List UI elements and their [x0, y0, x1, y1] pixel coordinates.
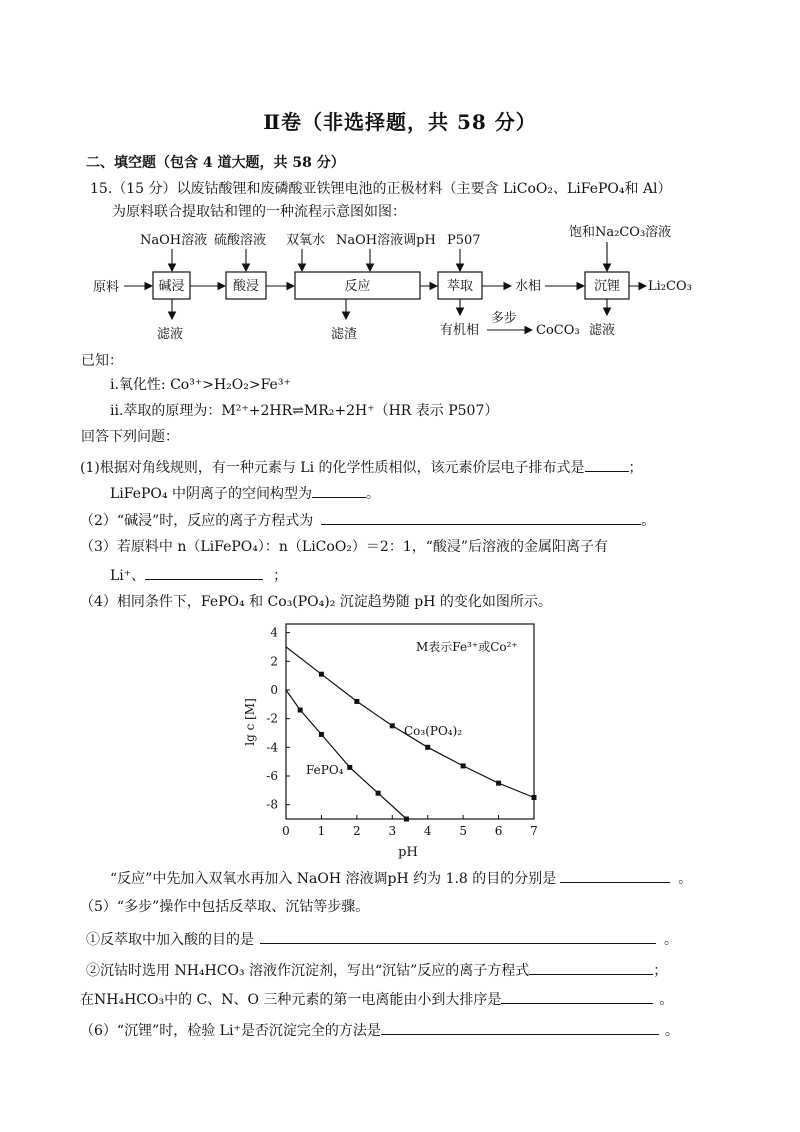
question-4b-text: “反应”中先加入双氧水再加入 NaOH 溶液调pH 约为 1.8 的目的分别是 [110, 871, 557, 887]
question-4b [110, 868, 692, 888]
series-label-co3po42: Co₃(PO₄)₂ [404, 724, 463, 738]
question-3a: （3）若原料中 n（LiFePO₄）：n（LiCoO₂）＝2：1，“酸浸”后溶液的金属阳离子有 [80, 539, 609, 555]
water-phase-label: 水相 [515, 279, 542, 294]
y-tick-label: -8 [266, 797, 278, 812]
answer-blank-5b[interactable] [529, 960, 653, 975]
x-tick-label: 0 [282, 824, 290, 838]
raw-material-label: 原料 [93, 280, 120, 295]
question-5c-end: 。 [659, 992, 674, 1008]
data-point [532, 795, 537, 800]
answer-blank-5a[interactable] [260, 929, 656, 944]
question-4b-end: 。 [678, 871, 693, 887]
y-tick-label: 2 [270, 654, 278, 669]
data-point [390, 723, 395, 728]
data-point [354, 699, 359, 704]
answer-blank-4[interactable] [560, 868, 670, 883]
answer-blank-6[interactable] [381, 1020, 659, 1035]
x-tick-label: 3 [388, 824, 397, 838]
reagent-sulfuric-acid: 硫酸溶液 [214, 233, 267, 248]
question-2-text: （2）“碱浸”时，反应的离子方程式为 [80, 513, 314, 529]
output-filtrate-2: 滤液 [589, 323, 616, 338]
question-1b-end: 。 [365, 486, 380, 502]
question-2-end: 。 [641, 513, 656, 529]
output-organic-phase: 有机相 [440, 323, 480, 338]
answer-blank-1a[interactable] [585, 457, 629, 472]
known-extraction-principle: ii.萃取的原理为：M²⁺+2HR⇌MR₂+2H⁺（HR 表示 P507） [110, 403, 499, 419]
x-tick-label: 5 [459, 824, 467, 838]
answer-blank-1b[interactable] [312, 483, 366, 498]
question-5a-end: 。 [664, 932, 678, 948]
chart-ylabel: lg c [M] [243, 698, 257, 746]
data-point [461, 763, 466, 768]
x-tick-label: 4 [423, 824, 432, 838]
question-6-end: 。 [664, 1023, 679, 1039]
q15-intro-line1: 15.（15 分）以废钴酸锂和废磷酸亚铁锂电池的正极材料（主要含 LiCoO₂、LiFePO₄和 Al） [90, 181, 672, 197]
y-tick-label: -6 [266, 768, 278, 783]
y-tick-label: -2 [266, 711, 278, 726]
question-3b-text: Li⁺、 [110, 568, 146, 584]
box-li-precipitation-label: 沉锂 [593, 279, 621, 294]
precipitation-chart [238, 620, 558, 860]
reagent-h2o2: 双氧水 [286, 233, 326, 248]
question-6-text: （6）“沉锂”时，检验 Li⁺是否沉淀完全的方法是 [80, 1023, 381, 1039]
box-extraction-label: 萃取 [446, 279, 474, 294]
data-point [404, 817, 409, 822]
x-tick-label: 1 [317, 824, 326, 838]
known-oxidizing-order: i.氧化性: Co³⁺>H₂O₂>Fe³⁺ [110, 377, 291, 393]
series-label-fepo4: FePO₄ [306, 763, 344, 777]
output-filtrate-1: 滤液 [157, 327, 184, 342]
q15-intro-line2: 为原料联合提取钴和锂的一种流程示意图如图： [112, 204, 406, 220]
reagent-na2co3: 饱和Na₂CO₃溶液 [569, 225, 672, 240]
known-label: 已知： [81, 353, 123, 369]
question-5b-end: ； [653, 963, 668, 979]
y-tick-label: 4 [270, 625, 278, 640]
data-point [298, 708, 303, 713]
data-point [425, 745, 430, 750]
answer-blank-5c[interactable] [501, 989, 653, 1004]
question-4: （4）相同条件下，FePO₄ 和 Co₃(PO₄)₂ 沉淀趋势随 pH 的变化如图所示。 [80, 594, 552, 610]
answer-blank-2[interactable] [321, 510, 641, 525]
data-point [319, 732, 324, 737]
question-2 [80, 510, 655, 530]
question-5c [80, 989, 673, 1009]
output-residue: 滤渣 [331, 327, 358, 342]
chart-xlabel: pH [398, 845, 418, 860]
multi-step-label: 多步 [491, 311, 518, 326]
question-6 [80, 1020, 679, 1040]
data-point [319, 672, 324, 677]
reagent-naoh: NaOH溶液 [140, 233, 208, 248]
series-line-fepo4 [286, 690, 407, 819]
x-tick-label: 7 [530, 824, 538, 838]
box-alkali-leach-label: 碱浸 [158, 279, 185, 294]
question-3b [110, 565, 287, 585]
question-1b [110, 483, 380, 503]
fill-blank-heading: 二、填空题（包含 4 道大题，共 58 分） [86, 155, 345, 171]
question-1a-end: ； [628, 460, 643, 476]
question-1a-text: (1)根据对角线规则，有一种元素与 Li 的化学性质相似，该元素价层电子排布式是 [80, 460, 585, 476]
question-1a [80, 457, 643, 477]
y-tick-label: -4 [266, 740, 278, 755]
process-flow-diagram [80, 222, 720, 352]
x-tick-label: 2 [353, 824, 361, 838]
output-coco3: CoCO₃ [536, 323, 580, 338]
box-reaction-label: 反应 [344, 279, 371, 294]
question-5c-text: 在NH₄HCO₃中的 C、N、O 三种元素的第一电离能由小到大排序是 [80, 992, 502, 1008]
x-tick-label: 6 [494, 824, 503, 838]
question-5b-text: ②沉钴时选用 NH₄HCO₃ 溶液作沉淀剂，写出“沉钴”反应的离子方程式 [86, 963, 530, 979]
section-title: Ⅱ卷（非选择题，共 58 分） [263, 110, 537, 134]
chart-annotation: M表示Fe³⁺或Co²⁺ [416, 640, 518, 654]
question-5b [86, 960, 667, 980]
answer-blank-3[interactable] [145, 565, 263, 580]
data-point [496, 781, 501, 786]
question-1b-text: LiFePO₄ 中阴离子的空间构型为 [110, 486, 312, 502]
question-3b-end: ； [273, 568, 288, 584]
data-point [376, 791, 381, 796]
data-point [347, 765, 352, 770]
product-li2co3: Li₂CO₃ [648, 279, 692, 294]
y-tick-label: 0 [270, 682, 278, 697]
question-5: （5）“多步”操作中包括反萃取、沉钴等步骤。 [80, 899, 370, 915]
question-5a-text: ①反萃取中加入酸的目的是 [86, 932, 254, 948]
reagent-p507: P507 [447, 233, 481, 248]
answer-label: 回答下列问题： [81, 429, 179, 445]
box-acid-leach-label: 酸浸 [232, 279, 260, 294]
reagent-naoh-ph: NaOH溶液调pH [336, 233, 436, 248]
question-5a [86, 929, 678, 949]
